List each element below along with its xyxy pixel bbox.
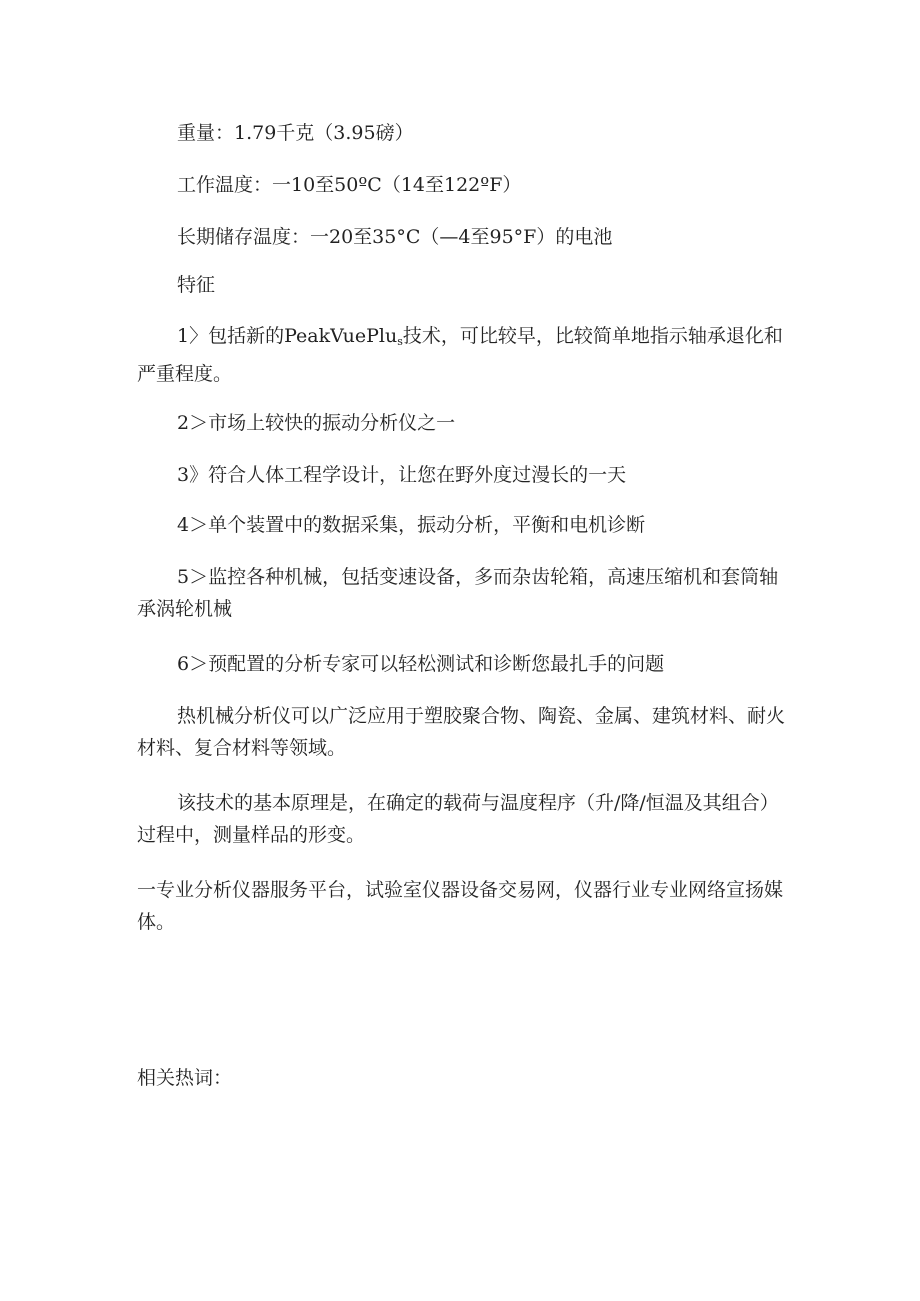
features-heading: 特征 bbox=[177, 274, 216, 296]
feature-2: 2＞市场上较快的振动分析仪之一 bbox=[177, 412, 456, 434]
related-keywords-label: 相关热词： bbox=[137, 1067, 233, 1089]
principle-paragraph: 该技术的基本原理是，在确定的载荷与温度程序（升/降/恒温及其组合）过程中，测量样品的形变。 bbox=[137, 792, 779, 846]
feature-1-subscript: s bbox=[397, 335, 403, 348]
spec-storage-temp: 长期储存温度：一20至35°C（—4至95°F）的电池 bbox=[177, 226, 613, 248]
platform-paragraph: 一专业分析仪器服务平台，试验室仪器设备交易网，仪器行业专业网络宣扬媒体。 bbox=[137, 879, 784, 933]
feature-1 bbox=[137, 320, 797, 390]
feature-1-text-a: 1〉包括新的PeakVuePlu bbox=[177, 325, 398, 347]
spec-weight: 重量：1.79千克（3.95磅） bbox=[177, 122, 414, 144]
spec-operating-temp: 工作温度：一10至50ºC（14至122ºF） bbox=[177, 174, 522, 196]
feature-5: 5＞监控各种机械，包括变速设备，多而杂齿轮箱，高速压缩机和套筒轴承涡轮机械 bbox=[137, 566, 779, 620]
feature-1-text-b: 技术，可比较早，比较简单地指示轴承退化和严重程度。 bbox=[137, 325, 783, 385]
feature-6: 6＞预配置的分析专家可以轻松测试和诊断您最扎手的问题 bbox=[177, 653, 665, 675]
feature-4: 4＞单个装置中的数据采集，振动分析，平衡和电机诊断 bbox=[177, 514, 646, 536]
feature-3: 3》符合人体工程学设计，让您在野外度过漫长的一天 bbox=[177, 464, 627, 486]
application-paragraph: 热机械分析仪可以广泛应用于塑胶聚合物、陶瓷、金属、建筑材料、耐火材料、复合材料等领域。 bbox=[137, 705, 786, 759]
